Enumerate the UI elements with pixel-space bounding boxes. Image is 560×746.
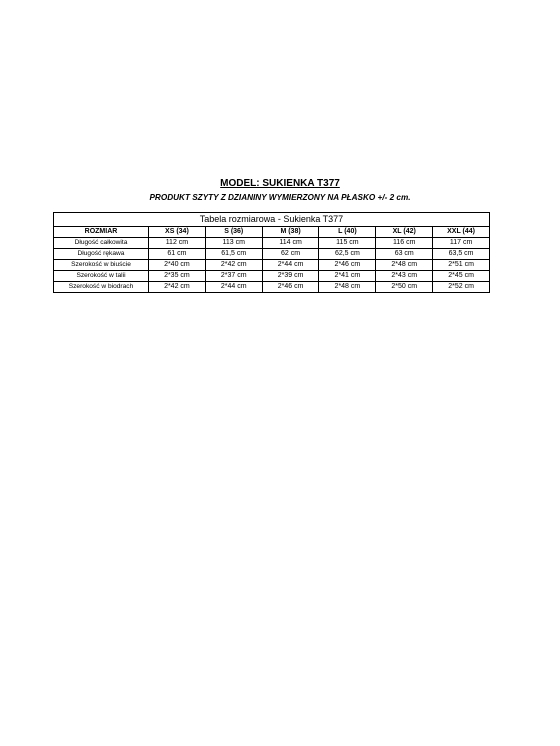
document-header [0, 177, 560, 204]
measurement-note: PRODUKT SZYTY Z DZIANINY WYMIERZONY NA PŁASKO +/- 2 cm. [149, 193, 411, 202]
column-header: S (36) [205, 227, 262, 238]
table-row [54, 260, 490, 271]
table-cell: 62 cm [262, 249, 319, 260]
table-cell: 117 cm [433, 238, 490, 249]
table-cell: 2*46 cm [262, 282, 319, 293]
table-cell: 62,5 cm [319, 249, 376, 260]
table-cell: 2*48 cm [376, 260, 433, 271]
table-header-row [54, 227, 490, 238]
row-label: Szerokość w biodrach [54, 282, 149, 293]
table-row [54, 282, 490, 293]
column-header: XS (34) [149, 227, 206, 238]
table-cell: 2*41 cm [319, 271, 376, 282]
table-cell: 2*48 cm [319, 282, 376, 293]
table-title: Tabela rozmiarowa - Sukienka T377 [54, 213, 490, 227]
table-row [54, 249, 490, 260]
table-cell: 2*37 cm [205, 271, 262, 282]
table-cell: 112 cm [149, 238, 206, 249]
table-cell: 116 cm [376, 238, 433, 249]
table-cell: 61,5 cm [205, 249, 262, 260]
model-title: MODEL: SUKIENKA T377 [220, 178, 340, 189]
row-label: Długość rękawa [54, 249, 149, 260]
table-cell: 2*50 cm [376, 282, 433, 293]
column-header: L (40) [319, 227, 376, 238]
table-cell: 2*43 cm [376, 271, 433, 282]
table-cell: 2*45 cm [433, 271, 490, 282]
table-cell: 115 cm [319, 238, 376, 249]
row-label: Szerokość w biuście [54, 260, 149, 271]
column-header: M (38) [262, 227, 319, 238]
table-cell: 61 cm [149, 249, 206, 260]
table-cell: 63,5 cm [433, 249, 490, 260]
size-chart-table [53, 212, 490, 293]
table-cell: 2*42 cm [149, 282, 206, 293]
column-header: ROZMIAR [54, 227, 149, 238]
table-cell: 2*39 cm [262, 271, 319, 282]
table-cell: 2*52 cm [433, 282, 490, 293]
table-cell: 2*44 cm [262, 260, 319, 271]
table-cell: 2*44 cm [205, 282, 262, 293]
table-cell: 63 cm [376, 249, 433, 260]
table-cell: 113 cm [205, 238, 262, 249]
table-row [54, 238, 490, 249]
table-cell: 2*35 cm [149, 271, 206, 282]
row-label: Szerokość w talii [54, 271, 149, 282]
table-cell: 114 cm [262, 238, 319, 249]
column-header: XXL (44) [433, 227, 490, 238]
column-header: XL (42) [376, 227, 433, 238]
table-cell: 2*40 cm [149, 260, 206, 271]
table-cell: 2*42 cm [205, 260, 262, 271]
table-row [54, 271, 490, 282]
row-label: Długość całkowita [54, 238, 149, 249]
table-cell: 2*51 cm [433, 260, 490, 271]
table-cell: 2*46 cm [319, 260, 376, 271]
